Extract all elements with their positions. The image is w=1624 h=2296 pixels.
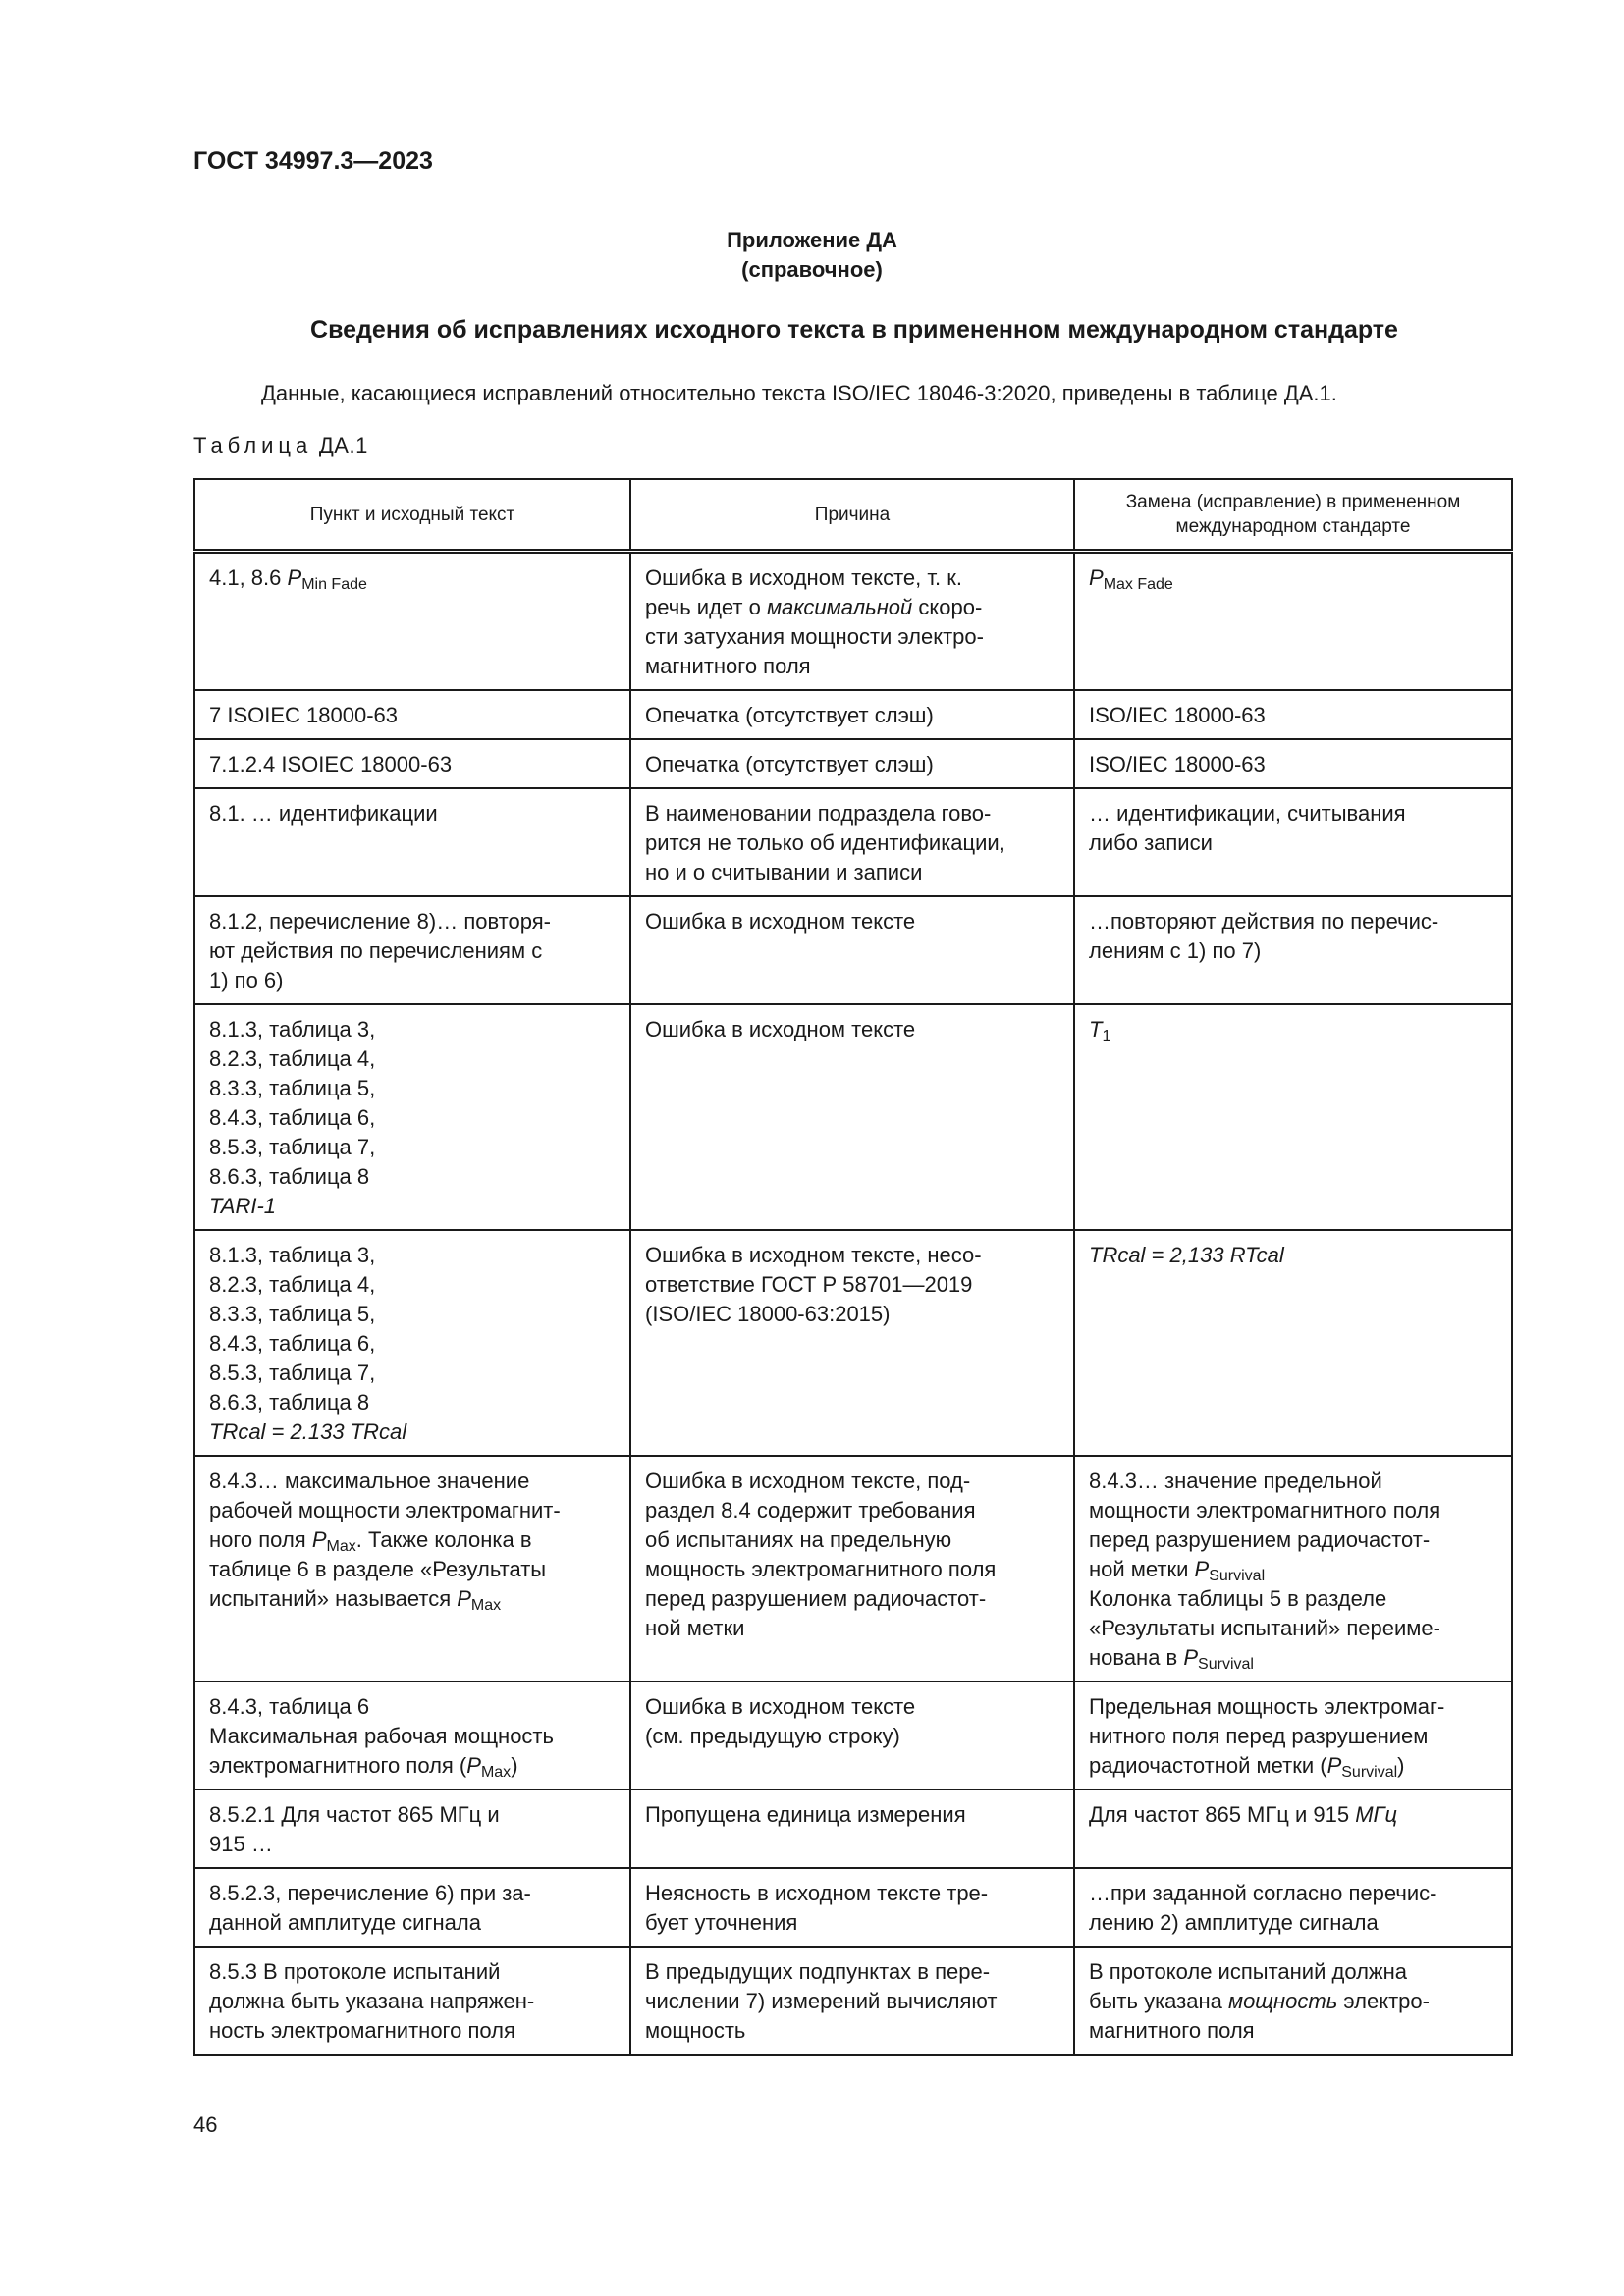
cell-clause [194,1004,630,1230]
symbol: P [1326,1753,1342,1778]
text: 8.5.3, таблица 7, [209,1135,376,1159]
text: «Результаты испытаний» переиме- [1089,1616,1440,1640]
text: … идентификации, считывания [1089,801,1406,826]
cell-replacement [1074,896,1512,1004]
subscript: Max [480,1764,512,1781]
text: (ISO/IEC 18000-63:2015) [645,1302,891,1326]
cell-replacement: ISO/IEC 18000-63 [1074,690,1512,739]
cell-reason: Ошибка в исходном тексте [630,1004,1074,1230]
table-caption [193,433,368,458]
cell-clause: 7 ISOIEC 18000-63 [194,690,630,739]
text: 8.1.3, таблица 3, [209,1017,376,1041]
cell-reason [630,788,1074,896]
table-row [194,739,1512,788]
subscript: Max [470,1597,502,1614]
symbol: P [1089,565,1104,590]
text: скоро- [912,595,983,619]
cell-clause: 7.1.2.4 ISOIEC 18000-63 [194,739,630,788]
text: Для частот 865 МГц и 915 [1089,1802,1356,1827]
subscript: Survival [1209,1568,1266,1584]
cell-reason: Ошибка в исходном тексте [630,896,1074,1004]
cell-clause [194,1789,630,1868]
text: мощность электромагнитного поля [645,1557,997,1581]
text: бует уточнения [645,1910,798,1935]
header-replacement-line2: международном стандарте [1175,516,1411,537]
text: 8.2.3, таблица 4, [209,1046,376,1071]
text: речь идет о [645,595,767,619]
text: 8.4.3, таблица 6 [209,1694,370,1719]
cell-reason: Опечатка (отсутствует слэш) [630,690,1074,739]
cell-clause [194,896,630,1004]
text: об испытаниях на предельную [645,1527,952,1552]
text: Ошибка в исходном тексте, т. к. [645,565,962,590]
cell-clause [194,1230,630,1456]
text: лению 2) амплитуде сигнала [1089,1910,1379,1935]
cell-clause [194,552,630,691]
cell-clause: 8.1. … идентификации [194,788,630,896]
cell-clause [194,1868,630,1947]
text: быть указана [1089,1989,1228,2013]
text: 4.1, 8.6 [209,565,288,590]
text: . Также колонка в [355,1527,532,1552]
text: (см. предыдущую строку) [645,1724,900,1748]
text: 8.4.3… значение предельной [1089,1468,1382,1493]
text: рабочей мощности электромагнит- [209,1498,561,1522]
cell-clause [194,1682,630,1789]
cell-clause [194,1947,630,2055]
text: …повторяют действия по перечис- [1089,909,1439,934]
text: 8.1.2, перечисление 8)… повторя- [209,909,551,934]
text: лениям с 1) по 7) [1089,938,1262,963]
intro-paragraph: Данные, касающиеся исправлений относительно текста ISO/IEC 18046-3:2020, приведены в таблице ДА.1. [261,381,1337,405]
emphasis: мощность [1227,1989,1338,2013]
table-row [194,1868,1512,1947]
text: либо записи [1089,830,1213,855]
text: 8.2.3, таблица 4, [209,1272,376,1297]
text: Ошибка в исходном тексте, под- [645,1468,971,1493]
annex-label: Приложение ДА [727,228,897,252]
text: нована в [1089,1645,1184,1670]
section-title: Сведения об исправлениях исходного текста в примененном международном стандарте [310,316,1398,344]
corrections-table [193,478,1513,2056]
table-header-row [194,479,1512,552]
text: нитного поля перед разрушением [1089,1724,1429,1748]
text: рится не только об идентификации, [645,830,1005,855]
text: 8.4.3, таблица 6, [209,1331,376,1356]
cell-reason [630,1947,1074,2055]
text: 8.4.3, таблица 6, [209,1105,376,1130]
cell-replacement [1074,1456,1512,1682]
text: ной метки [1089,1557,1195,1581]
page-number: 46 [193,2112,218,2137]
cell-reason: Пропущена единица измерения [630,1789,1074,1868]
table-row [194,896,1512,1004]
symbol: P [466,1753,481,1778]
text: 1) по 6) [209,968,284,992]
table-row [194,1682,1512,1789]
emphasis: максимальной [766,595,913,619]
text: электромагнитного поля ( [209,1753,467,1778]
header-replacement [1074,479,1512,552]
text: Ошибка в исходном тексте [645,1694,916,1719]
table-row [194,1947,1512,2055]
emphasis: МГц [1355,1802,1398,1827]
text: 8.3.3, таблица 5, [209,1302,376,1326]
cell-replacement [1074,1947,1512,2055]
text: числении 7) измерений вычисляют [645,1989,998,2013]
text: радиочастотной метки ( [1089,1753,1327,1778]
text: В предыдущих подпунктах в пере- [645,1959,991,1984]
text: 915 … [209,1832,273,1856]
table-row [194,788,1512,896]
cell-reason [630,1230,1074,1456]
text: ной метки [645,1616,745,1640]
text: В протоколе испытаний должна [1089,1959,1408,1984]
text: мощность [645,2018,746,2043]
text: В наименовании подраздела гово- [645,801,992,826]
cell-replacement [1074,1868,1512,1947]
cell-replacement [1074,788,1512,896]
cell-replacement [1074,552,1512,691]
text: 8.6.3, таблица 8 [209,1164,370,1189]
cell-replacement [1074,1004,1512,1230]
subscript: Max Fade [1103,576,1173,593]
cell-replacement: ISO/IEC 18000-63 [1074,739,1512,788]
table-row [194,1789,1512,1868]
table-row [194,1456,1512,1682]
text: TRcal = 2,133 RTcal [1089,1243,1284,1267]
text: 8.3.3, таблица 5, [209,1076,376,1100]
cell-reason [630,1868,1074,1947]
table-row [194,1230,1512,1456]
header-clause: Пункт и исходный текст [194,479,630,552]
document-code: ГОСТ 34997.3—2023 [193,147,433,175]
text: ного поля [209,1527,312,1552]
subscript: Survival [1198,1656,1254,1673]
text: но и о считывании и записи [645,860,923,884]
symbol: P [311,1527,327,1552]
text: должна быть указана напряжен- [209,1989,535,2013]
table-caption-word: Таблица [193,433,313,457]
annex-title [0,226,1624,285]
text: 8.5.2.1 Для частот 865 МГц и [209,1802,500,1827]
cell-clause [194,1456,630,1682]
text: перед разрушением радиочастот- [645,1586,987,1611]
subscript: Max [326,1538,356,1555]
text: Максимальная рабочая мощность [209,1724,554,1748]
symbol: P [1183,1645,1199,1670]
text: ) [1397,1753,1405,1778]
cell-reason [630,1456,1074,1682]
text: магнитного поля [645,654,811,678]
text: ность электромагнитного поля [209,2018,515,2043]
text: данной амплитуде сигнала [209,1910,481,1935]
text: 8.1.3, таблица 3, [209,1243,376,1267]
text: раздел 8.4 содержит требования [645,1498,976,1522]
text: Предельная мощность электромаг- [1089,1694,1445,1719]
symbol: P [1194,1557,1210,1581]
symbol: P [287,565,302,590]
text: TRcal = 2.133 TRcal [209,1419,407,1444]
text: Ошибка в исходном тексте, несо- [645,1243,982,1267]
symbol: T [1089,1017,1103,1041]
cell-reason [630,552,1074,691]
text: TARI-1 [209,1194,277,1218]
table-row [194,1004,1512,1230]
symbol: P [457,1586,471,1611]
text: ответствие ГОСТ Р 58701—2019 [645,1272,973,1297]
table-row [194,552,1512,691]
text: 8.5.3 В протоколе испытаний [209,1959,501,1984]
text: испытаний» называется [209,1586,458,1611]
text: сти затухания мощности электро- [645,624,984,649]
text: электро- [1337,1989,1430,2013]
cell-reason [630,1682,1074,1789]
text: 8.6.3, таблица 8 [209,1390,370,1415]
text: ) [511,1753,518,1778]
text: 8.4.3… максимальное значение [209,1468,530,1493]
subscript: Min Fade [301,576,367,593]
subscript: Survival [1341,1764,1398,1781]
text: ют действия по перечислениям с [209,938,543,963]
cell-replacement [1074,1789,1512,1868]
header-reason: Причина [630,479,1074,552]
cell-replacement [1074,1230,1512,1456]
subscript: 1 [1102,1028,1111,1044]
cell-reason: Опечатка (отсутствует слэш) [630,739,1074,788]
table-row [194,690,1512,739]
text: …при заданной согласно перечис- [1089,1881,1437,1905]
header-replacement-line1: Замена (исправление) в примененном [1125,492,1461,512]
cell-replacement [1074,1682,1512,1789]
text: перед разрушением радиочастот- [1089,1527,1431,1552]
table-caption-number: ДА.1 [318,433,368,457]
text: мощности электромагнитного поля [1089,1498,1441,1522]
text: 8.5.3, таблица 7, [209,1361,376,1385]
text: магнитного поля [1089,2018,1255,2043]
annex-status: (справочное) [741,257,883,282]
text: 8.5.2.3, перечисление 6) при за- [209,1881,531,1905]
text: Колонка таблицы 5 в разделе [1089,1586,1387,1611]
text: Неясность в исходном тексте тре- [645,1881,989,1905]
text: таблице 6 в разделе «Результаты [209,1557,547,1581]
